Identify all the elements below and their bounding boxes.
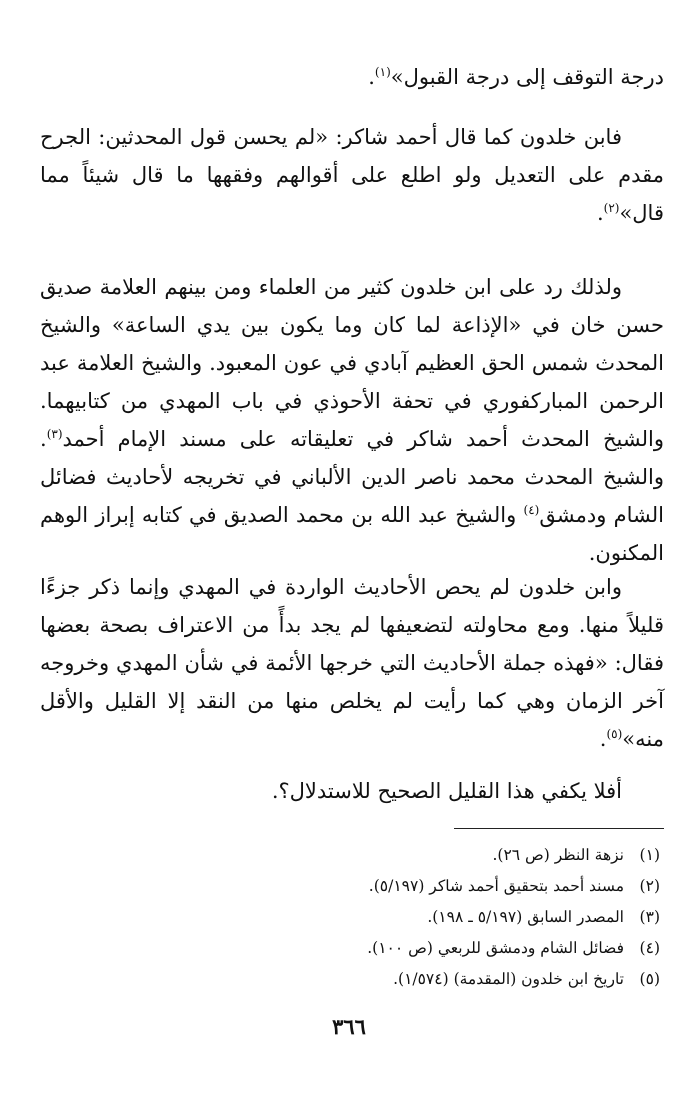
footnote-marker: (٥) bbox=[606, 727, 623, 741]
page-number: ٣٦٦ bbox=[332, 1014, 366, 1039]
footnote-text: المصدر السابق (٥/١٩٧ ـ ١٩٨). bbox=[427, 908, 624, 926]
footnote-text: تاريخ ابن خلدون (المقدمة) (١/٥٧٤). bbox=[393, 970, 624, 988]
footnote-number: (٢) bbox=[639, 877, 660, 895]
footnote-item bbox=[40, 933, 660, 964]
footnote-number: (٥) bbox=[639, 970, 660, 988]
paragraph-mahdi-hadiths bbox=[40, 568, 664, 758]
footnote-number: (١) bbox=[639, 846, 660, 864]
paragraph-text: درجة التوقف إلى درجة القبول» bbox=[390, 65, 664, 89]
paragraph-ibn-khaldun-shakir bbox=[40, 118, 664, 232]
footnote-text: مسند أحمد بتحقيق أحمد شاكر (٥/١٩٧). bbox=[368, 877, 624, 895]
footnote-item bbox=[40, 871, 660, 902]
footnote-marker: (٣) bbox=[46, 427, 63, 441]
paragraph-text: فابن خلدون كما قال أحمد شاكر: «لم يحسن قول المحدثين: الجرح مقدم على التعديل ولو اطلع على أقوالهم وفقهها ما قال شيئاً مما قال» bbox=[40, 125, 664, 225]
footnotes-list bbox=[40, 840, 660, 995]
footnote-marker: (٤) bbox=[523, 503, 540, 517]
paragraph-continuation bbox=[40, 58, 664, 96]
paragraph-text: ولذلك رد على ابن خلدون كثير من العلماء ومن بينهم العلامة صديق حسن خان في «الإذاعة لما كان وما يكون بين يدي الساعة» والشيخ المحدث شمس الحق العظيم آبادي في عون المعبود. والشيخ العلامة عبد الرحمن المباركفوري في تحفة الأحوذي في باب المهدي من كتابيهما. والشيخ المحدث أحمد شاكر في تعليقاته على مسند الإمام أحمد bbox=[40, 275, 664, 451]
footnote-number: (٣) bbox=[639, 908, 660, 926]
paragraph-text-middle: . والشيخ المحدث محمد ناصر الدين الألباني في تخريجه لأحاديث فضائل الشام ودمشق bbox=[40, 427, 664, 527]
paragraph-question bbox=[40, 772, 664, 810]
footnote-text: فضائل الشام ودمشق للربعي (ص ١٠٠). bbox=[367, 939, 624, 957]
footnote-item bbox=[40, 840, 660, 871]
paragraph-text-end: . bbox=[368, 65, 375, 89]
paragraph-text: أفلا يكفي هذا القليل الصحيح للاستدلال؟. bbox=[271, 779, 622, 803]
paragraph-text-end: . bbox=[599, 727, 607, 751]
footnote-marker: (٢) bbox=[603, 201, 620, 215]
footnote-item bbox=[40, 902, 660, 933]
paragraph-text-end: . bbox=[596, 201, 604, 225]
paragraph-text-end: والشيخ عبد الله بن محمد الصديق في كتابه إبراز الوهم المكنون. bbox=[40, 503, 664, 565]
footnote-marker: (١) bbox=[374, 65, 391, 79]
paragraph-scholars-refutation bbox=[40, 268, 664, 572]
footnote-divider bbox=[454, 828, 664, 829]
paragraph-text: وابن خلدون لم يحص الأحاديث الواردة في المهدي وإنما ذكر جزءًا قليلاً منها. ومع محاولته لتضعيفها لم يجد بدأً من الاعتراف بصحة بعضها فقال: «فهذه جملة الأحاديث التي خرجها الأئمة في شأن المهدي وخروجه آخر الزمان وهي كما رأيت لم يخلص منها من النقد إلا القليل والأقل منه» bbox=[40, 575, 664, 751]
footnote-item bbox=[40, 964, 660, 995]
footnote-number: (٤) bbox=[639, 939, 660, 957]
footnote-text: نزهة النظر (ص ٢٦). bbox=[492, 846, 624, 864]
